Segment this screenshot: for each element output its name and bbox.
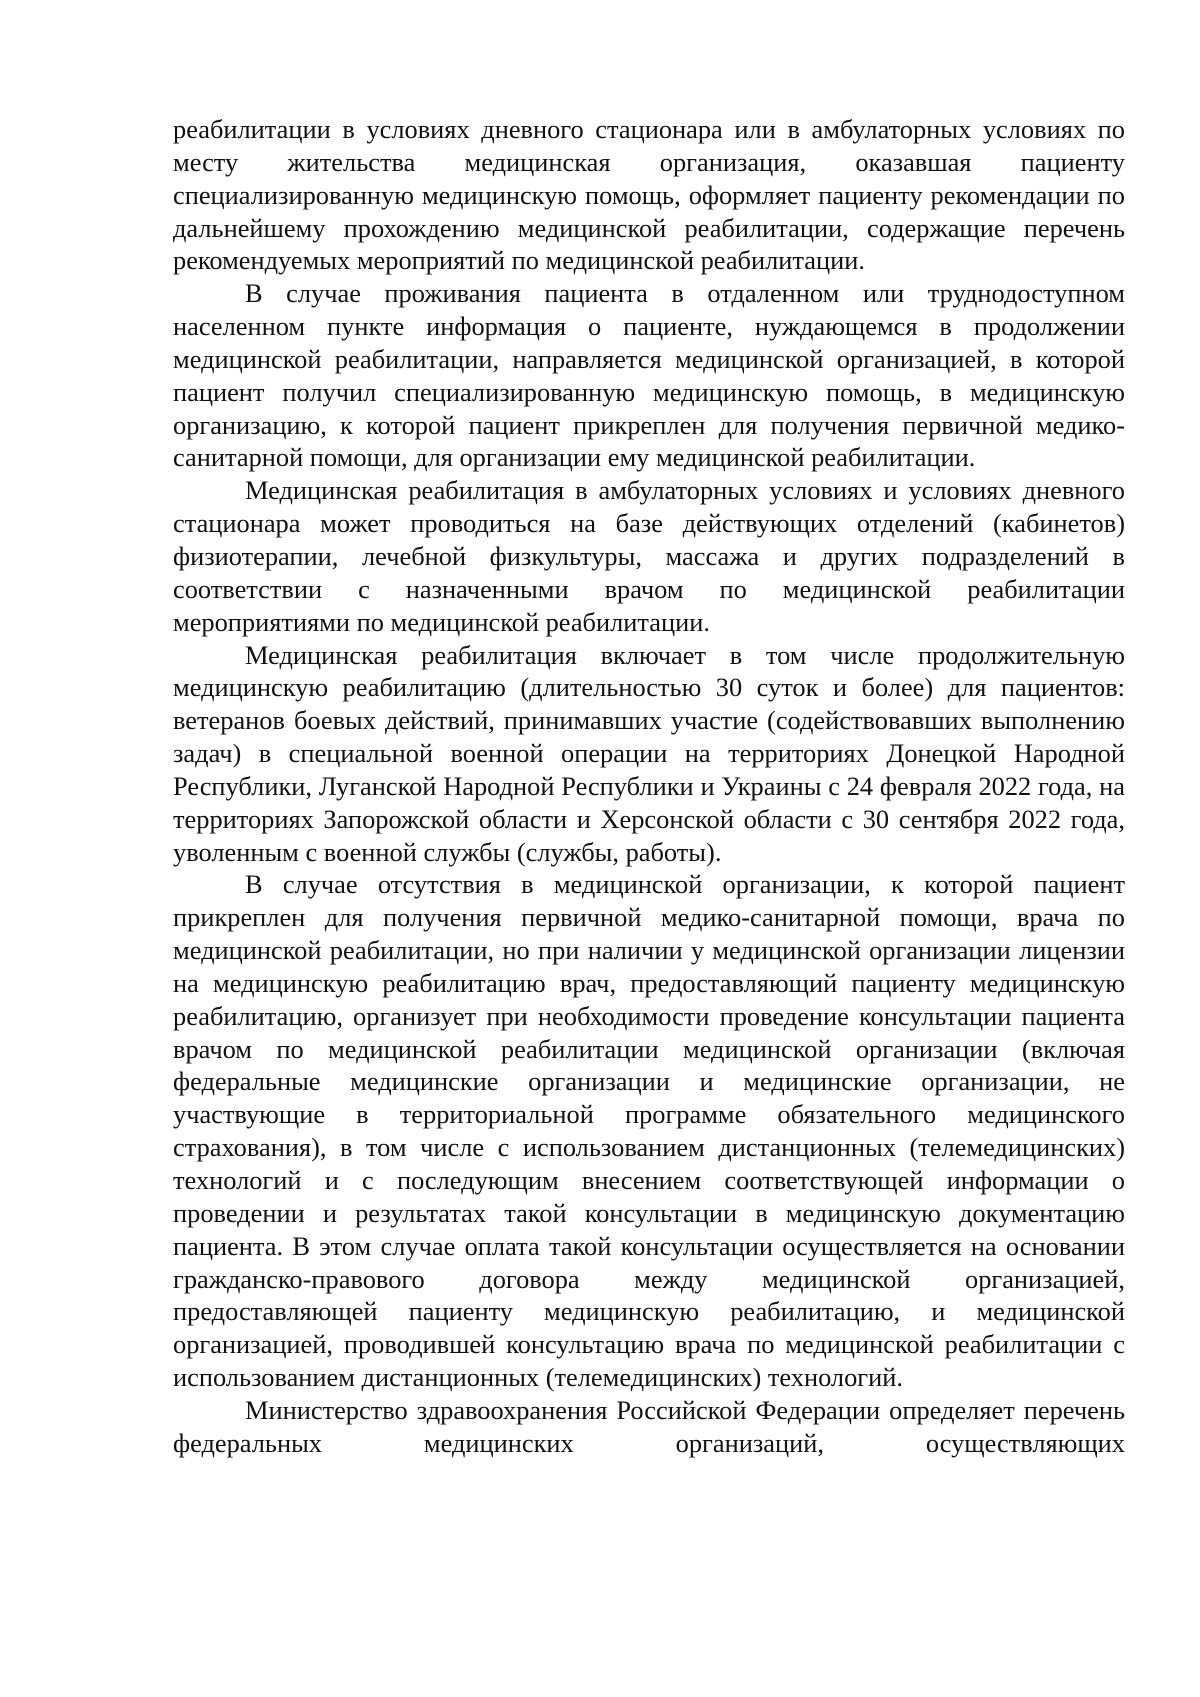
paragraph-ministry: Министерство здравоохранения Российской Федерации определяет перечень федеральных медицинских организаций, осуществляющих [173, 1394, 1125, 1458]
paragraph-long-term-rehab: Медицинская реабилитация включает в том числе продолжительную медицинскую реабилитацию (длительностью 30 суток и более) для пациентов: ветеранов боевых действий, принимавших участие (содействовавших выполнению задач) в специальной военной операции на территориях Донецкой Народной Республики, Луганской Народной Республики и Украины с 24 февраля 2022 года, на территориях Запорожской области и Херсонской области с 30 сентября 2022 года, уволенным с военной службы (службы, работы). [173, 639, 1125, 867]
paragraph-remote-settlement: В случае проживания пациента в отдаленном или труднодоступном населенном пункте информация о пациенте, нуждающемся в продолжении медицинской реабилитации, направляется медицинской организацией, в которой пациент получил специализированную медицинскую помощь, в медицинскую организацию, к которой пациент прикреплен для получения первичной медико-санитарной помощи, для организации ему медицинской реабилитации. [173, 278, 1125, 473]
document-body [173, 113, 1125, 1460]
paragraph-outpatient-rehab: Медицинская реабилитация в амбулаторных условиях и условиях дневного стационара может проводиться на базе действующих отделений (кабинетов) физиотерапии, лечебной физкультуры, массажа и других подразделений в соответствии с назначенными врачом по медицинской реабилитации мероприятиями по медицинской реабилитации. [173, 475, 1125, 637]
paragraph-consultation: В случае отсутствия в медицинской организации, к которой пациент прикреплен для получения первичной медико-санитарной помощи, врача по медицинской реабилитации, но при наличии у медицинской организации лицензии на медицинскую реабилитацию врач, предоставляющий пациенту медицинскую реабилитацию, организует при необходимости проведение консультации пациента врачом по медицинской реабилитации медицинской организации (включая федеральные медицинские организации и медицинские организации, не участвующие в территориальной программе обязательного медицинского страхования), в том числе с использованием дистанционных (телемедицинских) технологий и с последующим внесением соответствующей информации о проведении и результатах такой консультации в медицинскую документацию пациента. В этом случае оплата такой консультации осуществляется на основании гражданско-правового договора между медицинской организацией, предоставляющей пациенту медицинскую реабилитацию, и медицинской организацией, проводившей консультацию врача по медицинской реабилитации с использованием дистанционных (телемедицинских) технологий. [173, 869, 1125, 1393]
paragraph-rehab-recommendations: реабилитации в условиях дневного стационара или в амбулаторных условиях по месту жительства медицинская организация, оказавшая пациенту специализированную медицинскую помощь, оформляет пациенту рекомендации по дальнейшему прохождению медицинской реабилитации, содержащие перечень рекомендуемых мероприятий по медицинской реабилитации. [173, 114, 1125, 276]
